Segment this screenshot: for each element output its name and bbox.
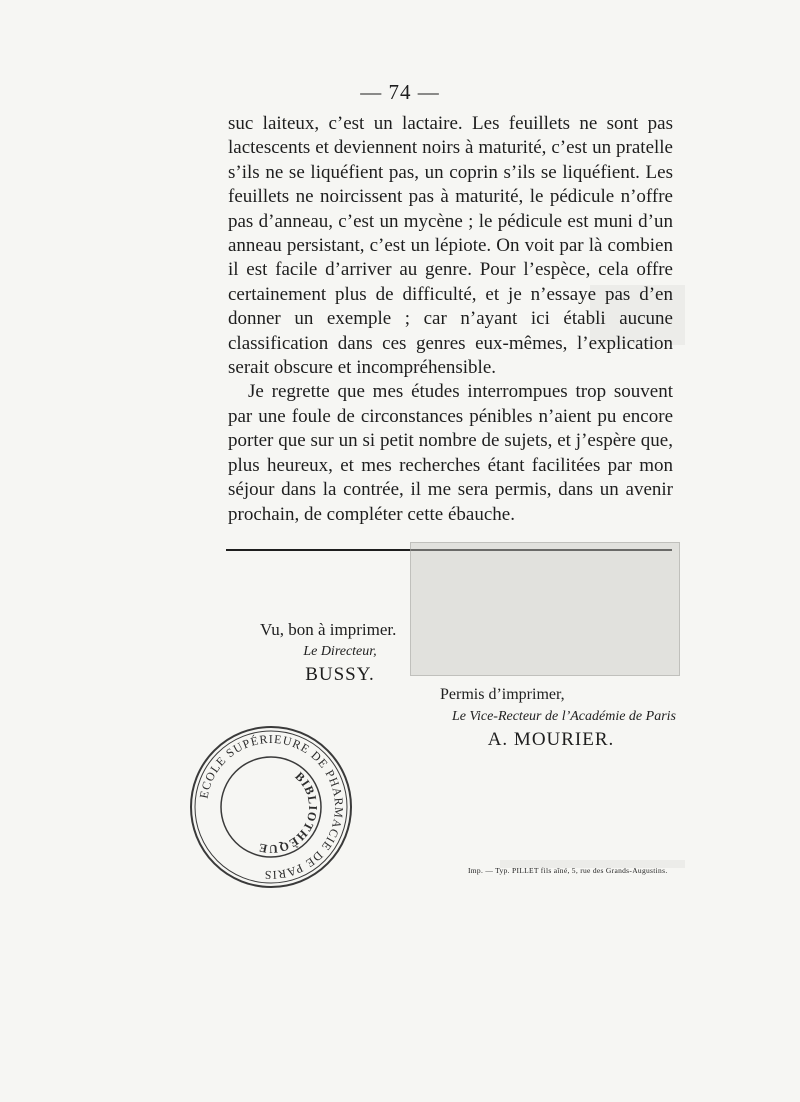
stamp-outer-text: ECOLE SUPÉRIEURE DE PHARMACIE DE PARIS	[196, 731, 347, 883]
library-stamp	[186, 722, 356, 892]
rector-name: A. MOURIER.	[487, 729, 615, 750]
svg-text:ECOLE SUPÉRIEURE DE PHARMACIE	[197, 732, 347, 882]
director-approval	[240, 620, 440, 686]
approval-text: Vu, bon à imprimer.	[260, 620, 397, 639]
rector-approval	[420, 686, 682, 751]
stamp-seal-icon	[186, 722, 356, 892]
pasted-paper-slip	[410, 542, 680, 676]
permission-text: Permis d’imprimer,	[440, 686, 565, 703]
director-name: BUSSY.	[305, 664, 375, 685]
body-text	[228, 112, 673, 527]
paragraph: suc laiteux, c’est un lactaire. Les feuillets ne sont pas lactescents et deviennent noirs à maturité, c’est un pratelle s’ils ne se liquéfient pas, un coprin s’ils se liquéfient. Les feuillets ne noircissent pas à maturité, le pédicule n’offre pas d’anneau, c’est un mycène ; le pédicule est muni d’un anneau persistant, c’est un lépiote. On voit par là combien il est facile d’arriver au genre. Pour l’espèce, cela offre certainement plus de difficulté, et je n’essaye pas d’en donner un exemple ; car n’ayant ici établi aucune classification dans ces genres eux-mêmes, l’explication serait obscure et incompréhensible.	[228, 113, 673, 379]
page-number: — 74 —	[360, 80, 440, 104]
printer-imprint: Imp. — Typ. PILLET fils aîné, 5, rue des Grands-Augustins.	[468, 866, 668, 875]
director-title: Le Directeur,	[303, 644, 377, 659]
paragraph: Je regrette que mes études interrompues trop souvent par une foule de circonstances pénibles n’aient pu encore porter que sur un si petit nombre de sujets, et j’espère que, plus heureux, et mes recherches étant facilitées par mon séjour dans la contrée, il me sera permis, dans un avenir prochain, de compléter cette ébauche.	[228, 381, 673, 525]
rector-title: Le Vice-Recteur de l’Académie de Paris	[451, 709, 676, 724]
stamp-inner-text: BIBLIOTHÈQUE	[256, 769, 321, 857]
